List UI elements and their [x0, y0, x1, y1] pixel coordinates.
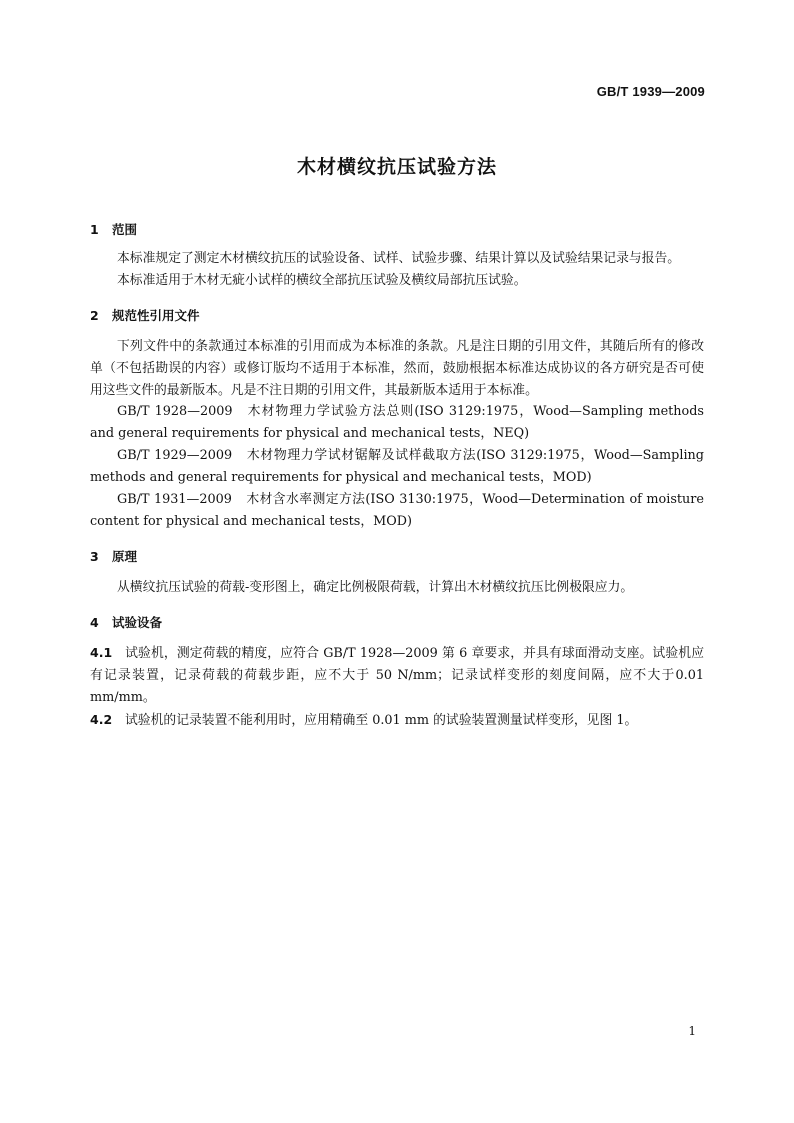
paragraph: 本标准规定了测定木材横纹抗压的试验设备、试样、试验步骤、结果计算以及试验结果记录与报告。: [117, 251, 681, 266]
section-title: 规范性引用文件: [112, 308, 200, 323]
clause-text: 试验机的记录装置不能利用时，应用精确至 0.01 mm 的试验装置测量试样变形，见图 1。: [125, 713, 638, 728]
clause-4-2: [90, 709, 704, 732]
reference-title: 木材物理力学试验方法总则(ISO 3129:1975，Wood—Sampling methods and general requirements for physical and mechanical tests，NEQ): [90, 404, 704, 441]
section-title: 原理: [112, 549, 138, 564]
section-4-heading: [90, 613, 162, 631]
clause-4-1: [90, 642, 704, 709]
page-number: 1: [688, 1024, 696, 1038]
section-3-heading: [90, 547, 137, 565]
section-title: 试验设备: [112, 615, 163, 630]
clause-text: 试验机，测定荷载的精度，应符合 GB/T 1928—2009 第 6 章要求，并具有球面滑动支座。试验机应有记录装置，记录荷载的荷载步距，应不大于 50 N/mm；记录试样变形的刻度间隔，应不大于0.01 mm/mm。: [90, 646, 704, 705]
document-title: 木材横纹抗压试验方法: [296, 156, 497, 178]
normative-reference: [90, 401, 704, 445]
section-1-heading: [90, 220, 137, 238]
normative-reference: [90, 445, 704, 489]
reference-code: GB/T 1929—2009: [117, 448, 233, 463]
section-title: 范围: [112, 222, 138, 237]
reference-title: 木材含水率测定方法(ISO 3130:1975，Wood—Determination of moisture content for physical and mechanical tests，MOD): [90, 492, 704, 529]
paragraph: 从横纹抗压试验的荷载-变形图上，确定比例极限荷载，计算出木材横纹抗压比例极限应力。: [117, 580, 634, 595]
reference-title: 木材物理力学试材锯解及试样截取方法(ISO 3129:1975，Wood—Sampling methods and general requirements for physical and mechanical tests，MOD): [90, 448, 704, 485]
clause-number: 4.2: [90, 712, 113, 727]
paragraph: 本标准适用于木材无疵小试样的横纹全部抗压试验及横纹局部抗压试验。: [117, 273, 527, 288]
clause-number: 4.1: [90, 645, 113, 660]
normative-reference: [90, 489, 704, 533]
section-number: 3: [90, 549, 99, 564]
section-number: 1: [90, 222, 99, 237]
reference-code: GB/T 1928—2009: [117, 404, 233, 419]
standard-code: GB/T 1939—2009: [596, 84, 705, 99]
section-number: 4: [90, 615, 99, 630]
paragraph: 下列文件中的条款通过本标准的引用而成为本标准的条款。凡是注日期的引用文件，其随后所有的修改单（不包括勘误的内容）或修订版均不适用于本标准，然而，鼓励根据本标准达成协议的各方研究是否可使用这些文件的最新版本。凡是不注日期的引用文件，其最新版本适用于本标准。: [90, 339, 704, 398]
section-number: 2: [90, 308, 99, 323]
section-2-heading: [90, 306, 200, 324]
reference-code: GB/T 1931—2009: [117, 492, 232, 507]
